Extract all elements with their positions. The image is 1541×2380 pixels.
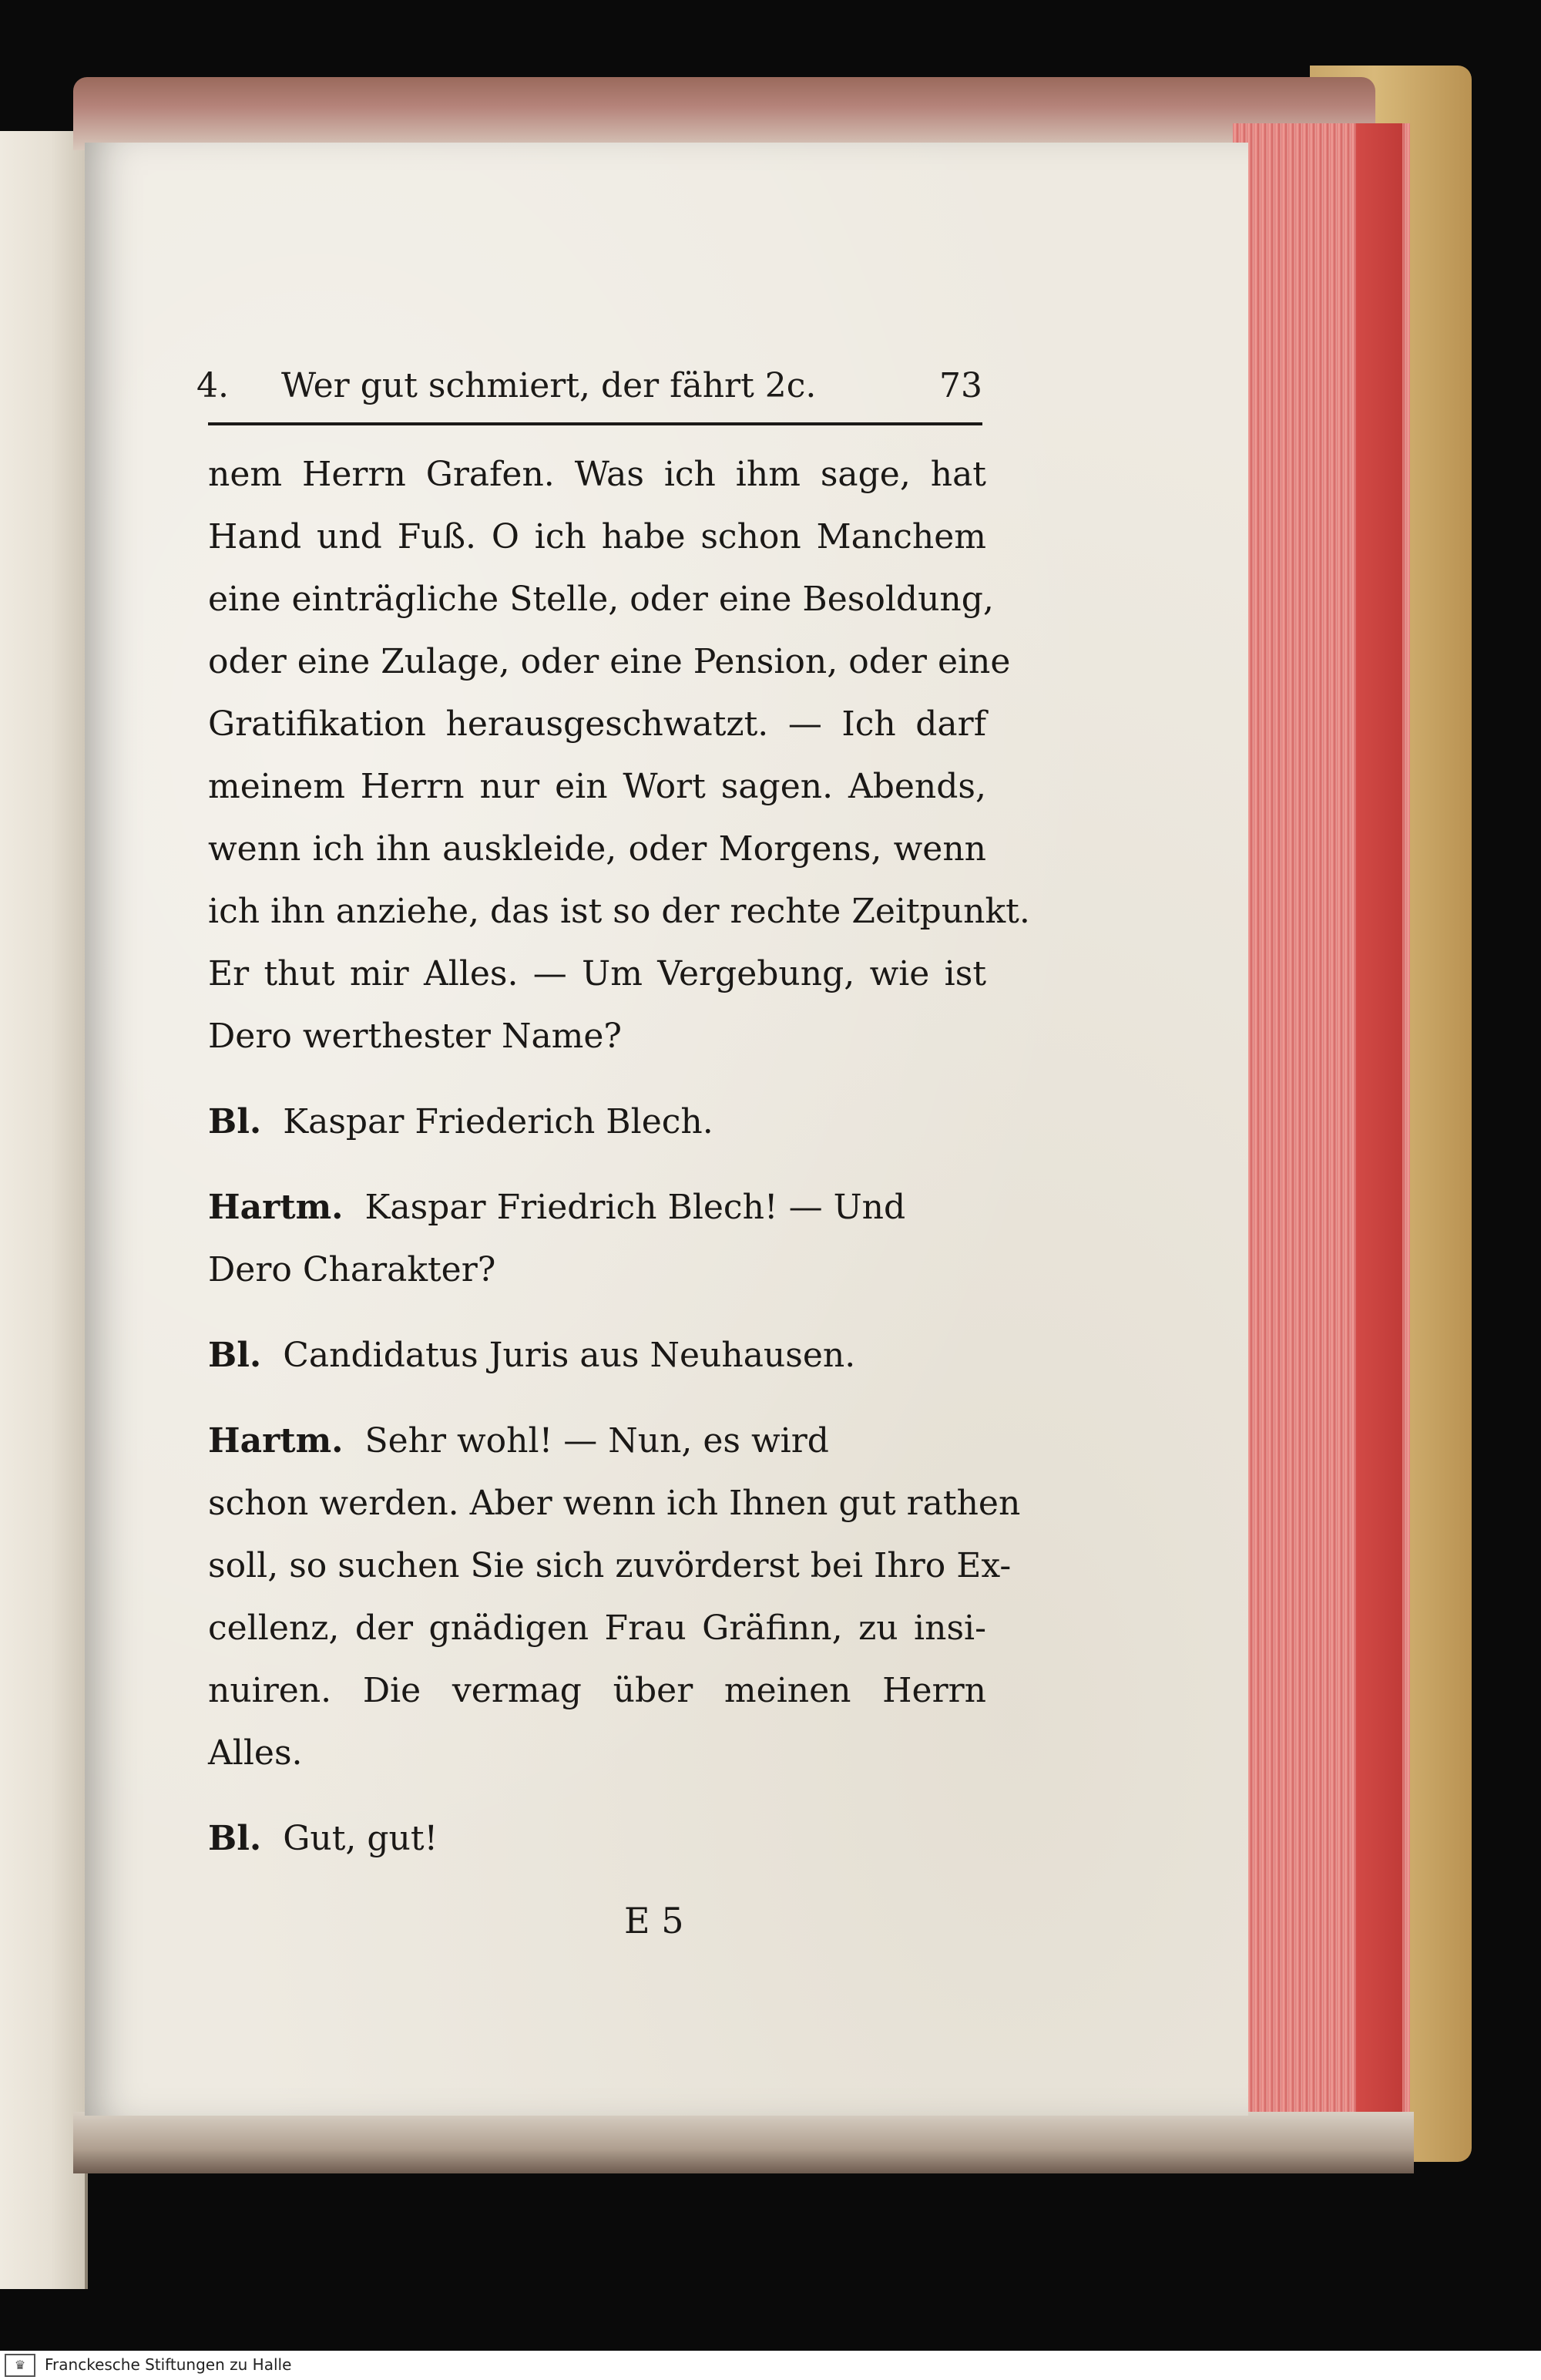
text-line: oder eine Zulage, oder eine Pension, oder eine <box>208 642 1011 681</box>
text-line: eine einträgliche Stelle, oder eine Besoldung, <box>208 580 994 619</box>
header-rule <box>208 422 982 425</box>
page-text <box>208 443 1030 1870</box>
dialogue-line <box>208 1410 986 1472</box>
dialogue-line: schon werden. Aber wenn ich Ihnen gut rathen <box>208 1484 1021 1523</box>
chapter-number: 4. <box>196 366 229 405</box>
running-title: Wer gut schmiert, der fährt 2c. <box>281 366 817 405</box>
speaker-label: Hartm. <box>208 1188 344 1227</box>
dialogue-line: Dero Charakter? <box>208 1250 496 1289</box>
text-line: nem Herrn Grafen. Was ich ihm sage, hat <box>208 455 986 494</box>
text-line: wenn ich ihn auskleide, oder Morgens, wenn <box>208 829 986 869</box>
text-line: Gratifikation herausgeschwatzt. — Ich darf <box>208 704 986 744</box>
text-line: ich ihn anziehe, das ist so der rechte Zeitpunkt. <box>208 892 1030 931</box>
dialogue-line: Alles. <box>208 1733 303 1773</box>
dialogue-text: Kaspar Friedrich Blech! — Und <box>364 1188 906 1227</box>
dialogue-text: Candidatus Juris aus Neuhausen. <box>283 1336 856 1375</box>
text-line: Dero werthester Name? <box>208 1017 623 1056</box>
speaker-label: Bl. <box>208 1102 262 1141</box>
dialogue-line <box>208 1091 986 1153</box>
text-block-top-edge <box>73 77 1375 150</box>
page-fore-edge-shade <box>1356 123 1402 2127</box>
institution-name: Franckesche Stiftungen zu Halle <box>45 2355 292 2374</box>
speaker-label: Bl. <box>208 1336 262 1375</box>
dialogue-text: Gut, gut! <box>283 1819 438 1858</box>
dialogue-line <box>208 1807 986 1870</box>
text-line: Er thut mir Alles. — Um Vergebung, wie ist <box>208 954 986 993</box>
dialogue-line: nuiren. Die vermag über meinen Herrn <box>208 1671 986 1710</box>
speaker-label: Bl. <box>208 1819 262 1858</box>
dialogue-line: cellenz, der gnädigen Frau Gräfinn, zu insi- <box>208 1609 986 1648</box>
institution-seal-icon: ♛ <box>5 2354 35 2377</box>
text-line: Hand und Fuß. O ich habe schon Manchem <box>208 517 986 556</box>
dialogue-text: Kaspar Friederich Blech. <box>283 1102 713 1141</box>
running-header <box>196 366 982 420</box>
text-block-bottom-edge <box>73 2112 1414 2173</box>
facing-page-edge <box>0 131 88 2289</box>
dialogue-text: Sehr wohl! — Nun, es wird <box>364 1421 829 1461</box>
signature-mark: E 5 <box>624 1900 684 1941</box>
speaker-label: Hartm. <box>208 1421 344 1461</box>
page-number: 73 <box>939 366 982 405</box>
dialogue-line <box>208 1324 986 1387</box>
dialogue-line: soll, so suchen Sie sich zuvörderst bei Ihro Ex- <box>208 1546 1012 1585</box>
dialogue-line <box>208 1176 986 1239</box>
footer-bar <box>0 2351 1541 2380</box>
text-line: meinem Herrn nur ein Wort sagen. Abends, <box>208 767 986 806</box>
